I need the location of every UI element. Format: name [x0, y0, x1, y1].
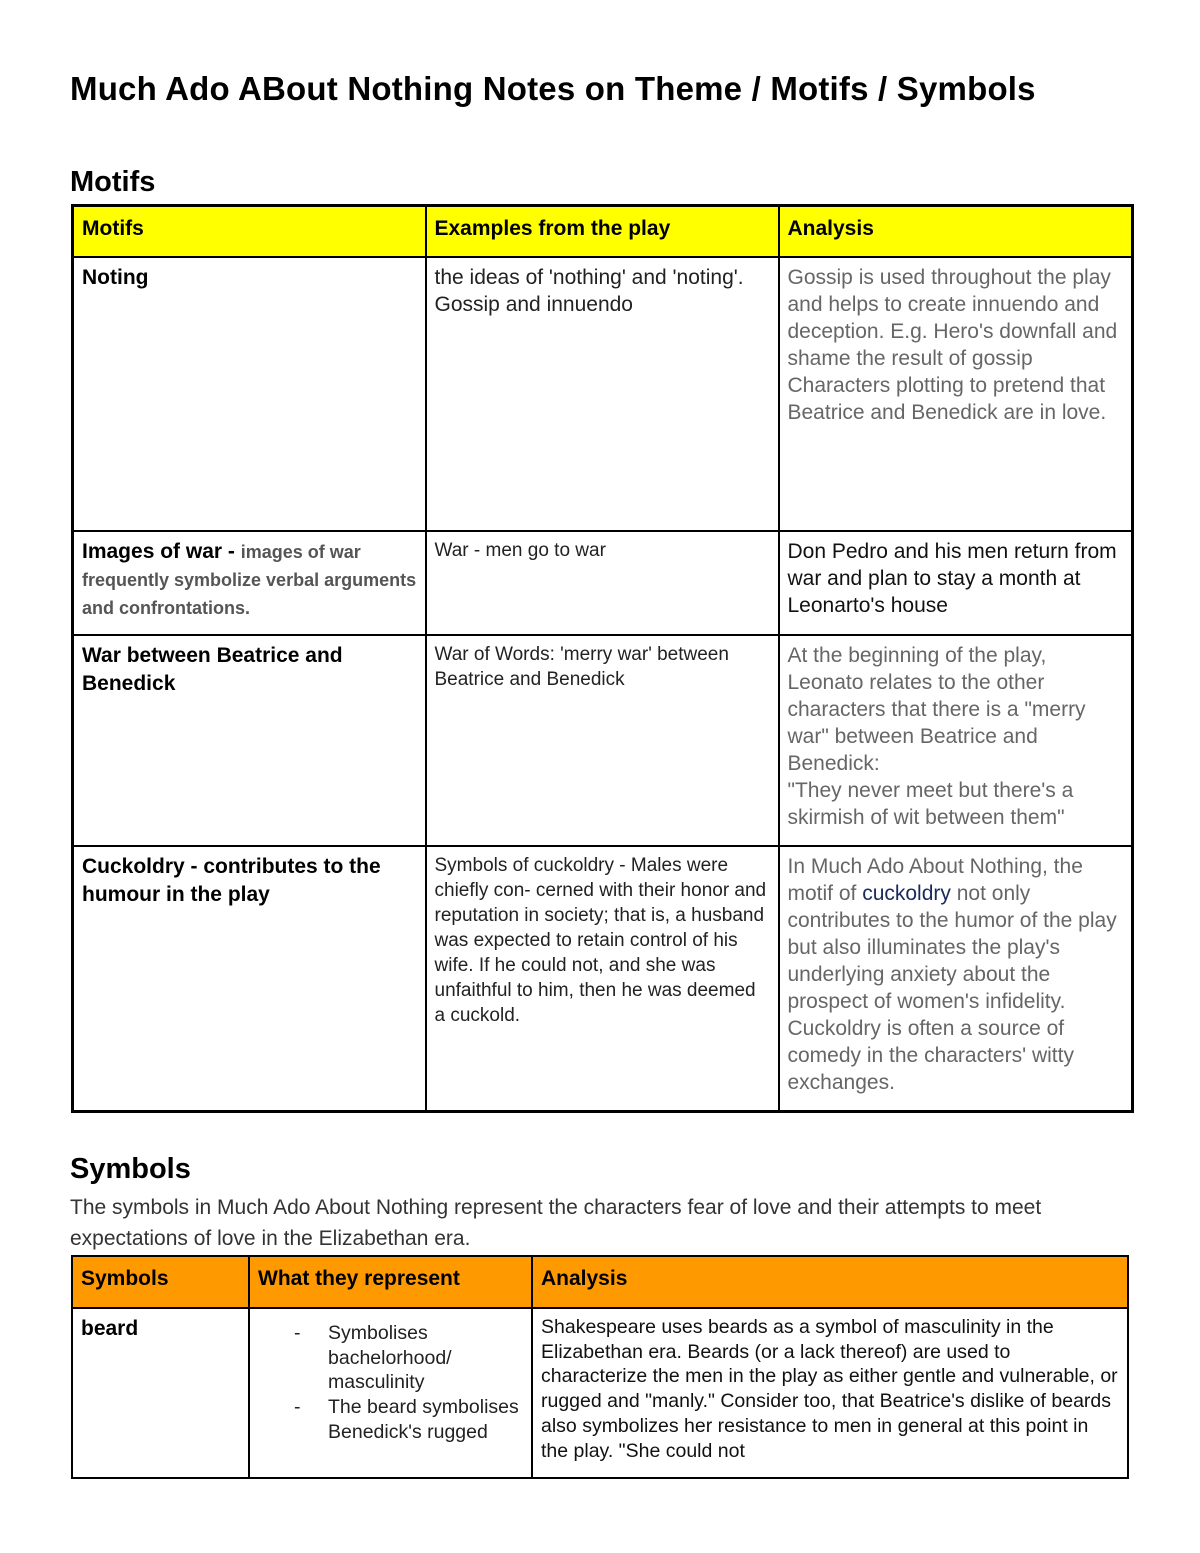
table-row	[73, 531, 1133, 635]
cuckoldry-link[interactable]: cuckoldry	[862, 882, 951, 905]
page-title: Much Ado ABout Nothing Notes on Theme / Motifs / Symbols	[70, 70, 1036, 107]
analysis-text: Don Pedro and his men return from war and plan to stay a month at Leonarto's house	[787, 540, 1117, 617]
analysis-cell	[779, 531, 1133, 635]
column-header-examples: Examples from the play	[426, 206, 779, 258]
analysis-clip	[541, 1315, 1119, 1467]
example-text: the ideas of 'nothing' and 'noting'. Gossip and innuendo	[434, 266, 744, 316]
analysis-text-continued: Characters plotting to pretend that Beatrice and Benedick are in love.	[787, 374, 1107, 424]
list-item: - The beard symbolises Benedick's rugged	[328, 1395, 523, 1444]
analysis-text: At the beginning of the play, Leonato relates to the other characters that there is a "merry war" between Beatrice and Benedick:	[787, 644, 1086, 775]
analysis-cell	[779, 257, 1133, 531]
symbol-cell	[72, 1308, 249, 1478]
example-text: Symbols of cuckoldry - Males were chiefly con- cerned with their honor and reputation in society; that is, a husband was expected to retain control of his wife. If he could not, and she was unfaithful to him, then he was deemed a cuckold.	[434, 855, 767, 1026]
analysis-quote: "They never meet but there's a skirmish of wit between them"	[787, 779, 1074, 829]
motif-detail: images of war frequently symbolize verbal arguments and confrontations.	[82, 542, 417, 618]
example-text: War of Words: 'merry war' between Beatrice and Benedick	[434, 644, 729, 690]
motif-name	[82, 538, 417, 622]
motifs-heading: Motifs	[70, 166, 156, 198]
analysis-text: Shakespeare uses beards as a symbol of masculinity in the Elizabethan era. Beards (or a lack thereof) are used to characterize the men in the play as either gentle and vulnerable, or rugged and "manly." Consider too, that Beatrice's dislike of beards also symbolizes her resistance to men in general at this point in the play. "She could not	[541, 1316, 1118, 1462]
represents-cell	[249, 1308, 532, 1478]
column-header-symbols: Symbols	[72, 1256, 249, 1308]
motifs-table	[71, 204, 1134, 1113]
motif-name: Cuckoldry - contributes to the humour in the play	[82, 855, 381, 906]
symbol-name: beard	[81, 1317, 139, 1340]
example-text: War - men go to war	[434, 540, 606, 561]
motif-name: War between Beatrice and Benedick	[82, 644, 343, 695]
analysis-text: Gossip is used throughout the play and helps to create innuendo and deception. E.g. Hero's downfall and shame the result of gossip	[787, 266, 1118, 370]
analysis-text	[788, 853, 1124, 1096]
symbols-table	[71, 1255, 1129, 1479]
table-row	[73, 257, 1133, 531]
motif-cell	[73, 257, 426, 531]
motif-name: Noting	[82, 266, 149, 289]
symbols-heading: Symbols	[70, 1153, 191, 1185]
analysis-cell	[532, 1308, 1128, 1478]
column-header-represents: What they represent	[249, 1256, 532, 1308]
motifs-header-row	[73, 206, 1133, 258]
table-row	[73, 635, 1133, 846]
symbols-intro: The symbols in Much Ado About Nothing represent the characters fear of love and their attempts to meet expectations of love in the Elizabethan era.	[70, 1196, 1042, 1250]
analysis-cell	[779, 635, 1133, 846]
table-row	[73, 846, 1133, 1111]
motif-cell	[73, 846, 426, 1111]
example-cell	[426, 531, 779, 635]
symbols-header-row	[72, 1256, 1128, 1308]
analysis-cell	[779, 846, 1133, 1111]
analysis-text-start: In Much Ado About Nothing, the motif of	[787, 855, 1083, 905]
column-header-analysis: Analysis	[532, 1256, 1128, 1308]
motif-name-label: Images of war -	[82, 540, 241, 563]
motif-cell	[73, 635, 426, 846]
example-cell	[426, 846, 779, 1111]
column-header-analysis: Analysis	[779, 206, 1133, 258]
represents-clip	[258, 1315, 523, 1467]
motif-cell	[73, 531, 426, 635]
analysis-text-end: not only contributes to the humor of the play but also illuminates the play's underlying anxiety about the prospect of women's infidelity. Cuckoldry is often a source of comedy in the characters' witty exchanges.	[787, 882, 1117, 1094]
example-cell	[426, 257, 779, 531]
example-cell	[426, 635, 779, 846]
represents-list	[258, 1321, 523, 1445]
table-row	[72, 1308, 1128, 1478]
column-header-motifs: Motifs	[73, 206, 426, 258]
list-item: - Symbolises bachelorhood/ masculinity	[328, 1321, 523, 1395]
